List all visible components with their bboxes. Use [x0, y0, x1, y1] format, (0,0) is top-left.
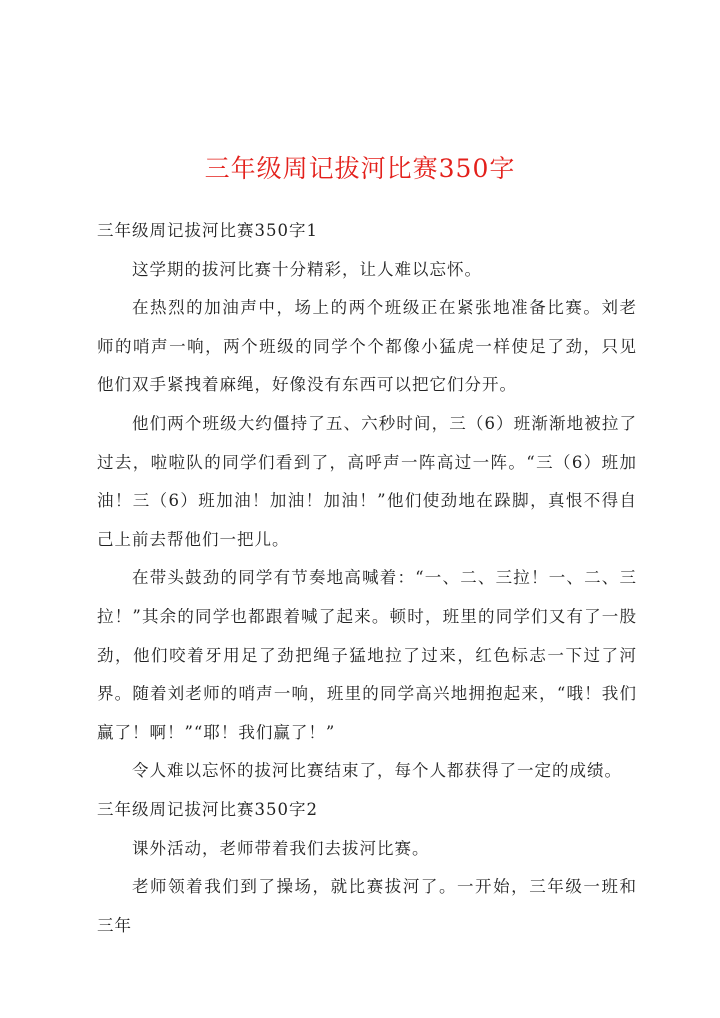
paragraph: 他们两个班级大约僵持了五、六秒时间，三（6）班渐渐地被拉了过去，啦啦队的同学们看到了，高呼声一阵高过一阵。“三（6）班加油！三（6）班加油！加油！加油！”他们使劲地在跺脚，真恨不得自己上前去帮他们一把儿。 [97, 413, 637, 549]
paragraph: 课外活动，老师带着我们去拔河比赛。 [132, 838, 430, 858]
paragraph: 在带头鼓劲的同学有节奏地高喊着：“一、二、三拉！一、二、三拉！”其余的同学也都跟着喊了起来。顿时，班里的同学们又有了一股劲，他们咬着牙用足了劲把绳子猛地拉了过来，红色标志一下过了河界。随着刘老师的哨声一响，班里的同学高兴地拥抱起来，“哦！我们赢了！啊！”“耶！我们赢了！” [97, 568, 637, 742]
paragraph: 令人难以忘怀的拔河比赛结束了，每个人都获得了一定的成绩。 [132, 761, 622, 781]
section-heading: 三年级周记拔河比赛350字2 [97, 799, 318, 819]
document-body [97, 212, 637, 945]
paragraph: 老师领着我们到了操场，就比赛拔河了。一开始，三年级一班和三年 [97, 877, 637, 935]
paragraph: 在热烈的加油声中，场上的两个班级正在紧张地准备比赛。刘老师的哨声一响，两个班级的同学个个都像小猛虎一样使足了劲，只见他们双手紧拽着麻绳，好像没有东西可以把它们分开。 [97, 298, 637, 395]
document-title: 三年级周记拔河比赛350字 [204, 154, 516, 183]
section-heading: 三年级周记拔河比赛350字1 [97, 221, 318, 240]
paragraph: 这学期的拔河比赛十分精彩，让人难以忘怀。 [132, 259, 482, 279]
